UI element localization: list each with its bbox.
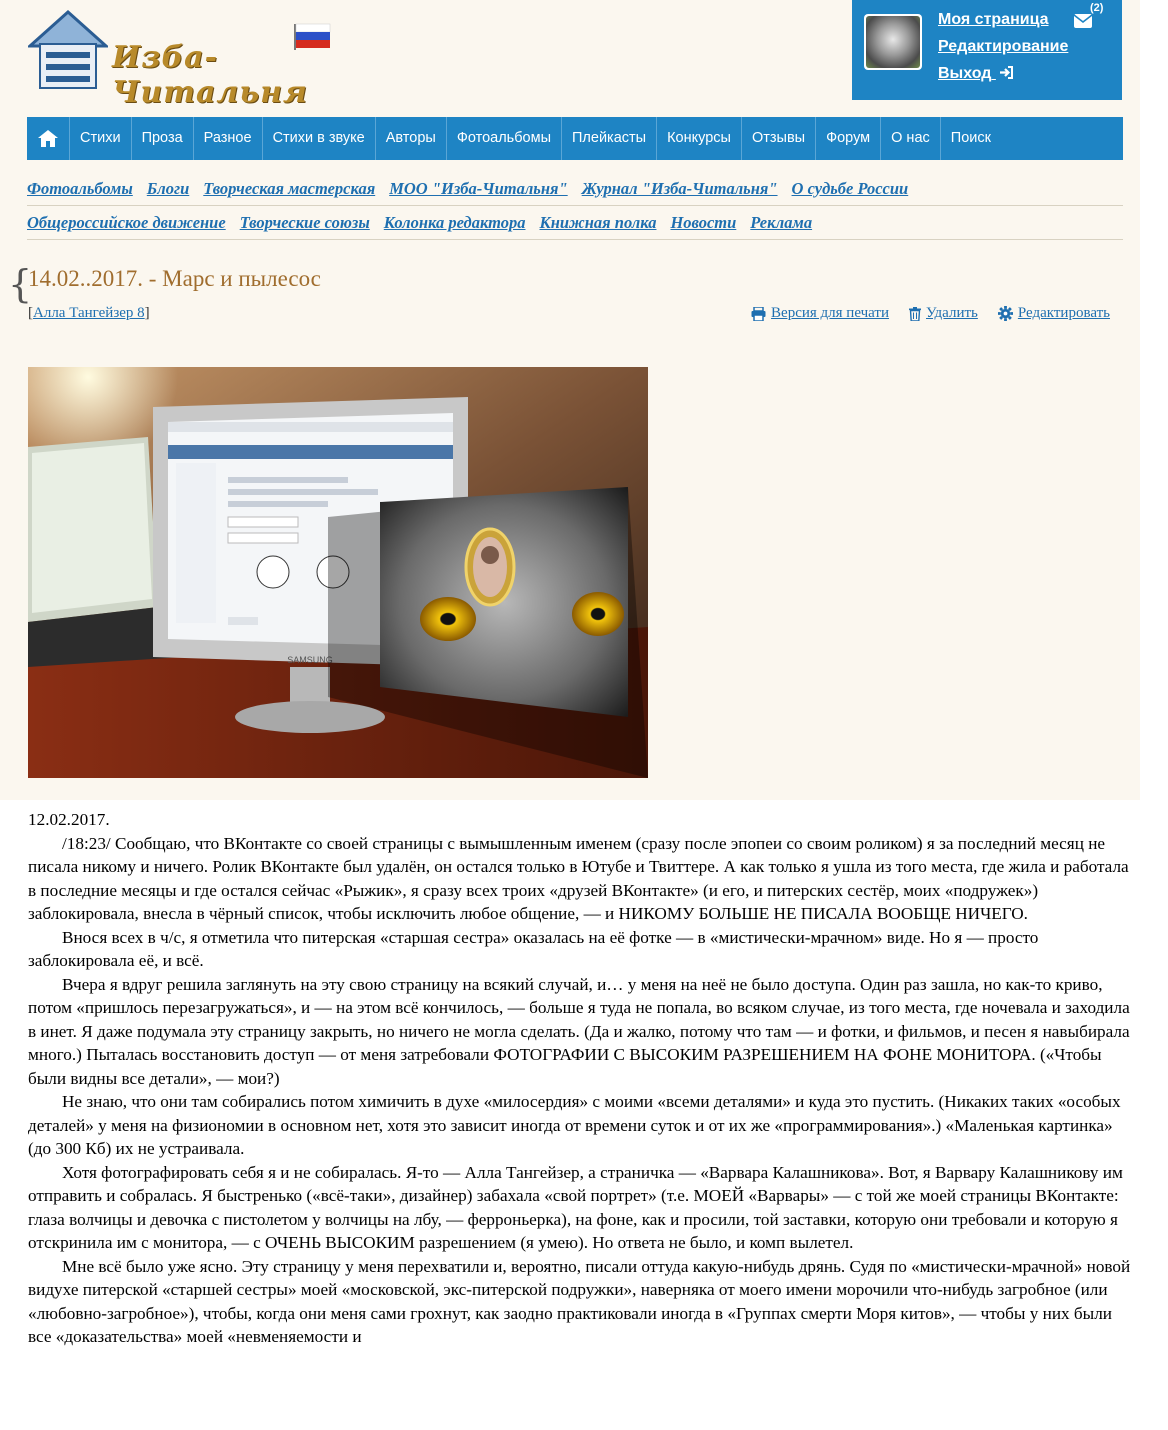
print-version-label: Версия для печати (771, 305, 890, 321)
title-brace: { (8, 262, 33, 306)
house-logo-icon (28, 10, 108, 90)
nav-item-poems[interactable]: Стихи (70, 117, 132, 160)
post-image (28, 367, 648, 778)
logout-link[interactable] (938, 65, 1013, 83)
sub-link-movement[interactable]: Общероссийское движение (27, 212, 226, 232)
author-close-bracket: ] (144, 305, 150, 321)
printer-icon (751, 307, 766, 321)
logout-label: Выход (938, 65, 992, 82)
envelope-icon[interactable] (1074, 14, 1092, 28)
sub-link-workshop[interactable]: Творческая мастерская (203, 178, 376, 198)
nav-item-audio-poems[interactable]: Стихи в звуке (263, 117, 376, 160)
author-open-bracket: [ (28, 305, 33, 321)
sub-link-moo[interactable]: МОО "Изба-Читальня" (389, 178, 568, 198)
mail-count-badge: (2) (1090, 2, 1104, 14)
main-nav (27, 117, 1123, 160)
edit-profile-link[interactable]: Редактирование (938, 38, 1069, 55)
nav-item-playcasts[interactable]: Плейкасты (562, 117, 657, 160)
article-paragraph: Вчера я вдруг решила заглянуть на эту свою страницу на всякий случай, и… у меня на неё не было доступа. Один раз зашла, но как-то криво, потом «пришлось перезагружаться», и — на этом всё кончилось, — больше я туда не попала, во всяком случае, из того места, где ночевала и заходила в инет. Я даже подумала эту страницу закрыть, но ничего не могла сделать. (Да и жалко, потому что там — и фотки, и фильмов, и песен я навыбирала много.) Пыталась восстановить доступ — от меня затребовали ФОТОГРАФИИ С ВЫСОКИМ РАЗРЕШЕНИЕМ НА ФОНЕ МОНИТОРА. («Чтобы были видны все детали», — мои?) (28, 974, 1130, 1088)
sub-link-photo-albums[interactable]: Фотоальбомы (27, 178, 133, 198)
sub-link-editor-column[interactable]: Колонка редактора (383, 212, 526, 232)
sub-nav-row-1 (27, 172, 1123, 206)
nav-item-about[interactable]: О нас (881, 117, 941, 160)
nav-home[interactable] (27, 117, 70, 160)
delete-link[interactable] (909, 305, 978, 322)
russia-flag-icon (292, 22, 332, 50)
sub-link-blogs[interactable]: Блоги (146, 178, 190, 198)
gear-icon (998, 306, 1013, 321)
nav-item-search[interactable]: Поиск (950, 130, 991, 146)
article-paragraph: Не знаю, что они там собирались потом химичить в духе «милосердия» с моими «всеми деталями» и куда это пустить. (Никаких таких «особых деталей» у меня на физиономии в основном нет, хотя это зависит иногда от времени суток и от их же «программирования».) «Маленькая картинка» (до 300 Кб) их не устраивала. (28, 1092, 1121, 1158)
sub-link-russia-fate[interactable]: О судьбе России (791, 178, 909, 198)
sub-link-bookshelf[interactable]: Книжная полка (539, 212, 657, 232)
nav-item-reviews[interactable]: Отзывы (742, 117, 816, 160)
logout-icon (999, 66, 1013, 79)
home-icon (38, 130, 58, 147)
logo-text: Изба-Читальня (112, 40, 308, 110)
trash-icon (909, 307, 921, 321)
author-link[interactable]: Алла Тангейзер 8 (33, 305, 145, 321)
sub-link-journal[interactable]: Журнал "Изба-Читальня" (581, 178, 778, 198)
edit-post-label: Редактировать (1017, 305, 1110, 321)
delete-label: Удалить (926, 305, 978, 321)
avatar[interactable] (864, 14, 922, 70)
article-body (28, 808, 1138, 1349)
page-title: 14.02..2017. - Марс и пылесос (28, 266, 321, 291)
sub-nav-row-2 (27, 206, 1123, 240)
monitor-brand-label: SAMSUNG (287, 655, 333, 665)
nav-item-forum[interactable]: Форум (816, 117, 881, 160)
article-paragraph: Хотя фотографировать себя я и не собиралась. Я-то — Алла Тангейзер, а страничка — «Варвара Калашникова». Вот, я Варвару Калашникову им отправить и собралась. Я быстренько («всё-таки», дизайнер) забахала «свой портрет» (т.е. МОЕЙ «Варвары» — с той же моей страницы ВКонтакте: глаза волчицы и девочка с пистолетом у волчицы на лбу, — ферроньерка), на фоне, как и просили, той заставки, которую они требовали и которую я отскринила им с монитора, — с ОЧЕНЬ ВЫСОКИМ разрешением (я умею). Но ответа не было, и комп вылетел. (28, 1162, 1123, 1252)
nav-item-photo-albums[interactable]: Фотоальбомы (447, 117, 562, 160)
print-version-link[interactable] (751, 305, 889, 322)
nav-item-contests[interactable]: Конкурсы (657, 117, 742, 160)
sub-link-unions[interactable]: Творческие союзы (239, 212, 370, 232)
nav-item-authors[interactable]: Авторы (376, 117, 447, 160)
nav-item-misc[interactable]: Разное (194, 117, 263, 160)
user-panel (852, 0, 1122, 100)
article-date: 12.02.2017. (28, 810, 110, 829)
edit-post-link[interactable] (998, 305, 1110, 322)
sub-link-news[interactable]: Новости (670, 212, 737, 232)
article-paragraph: Внося всех в ч/с, я отметила что питерская «старшая сестра» оказалась на её фотке — в «мистически-мрачном» виде. Но я — просто заблокировала её, и всё. (28, 927, 1039, 970)
my-page-link[interactable]: Моя страница (938, 11, 1049, 28)
site-logo[interactable] (28, 10, 338, 110)
article-paragraph: Мне всё было уже ясно. Эту страницу у меня перехватили и, вероятно, писали оттуда какую-нибудь дрянь. Судя по «мистически-мрачной» новой видухе питерской «старшей сестры» моей «московской, экс-питерской подружки», наверняка от моего имени морочили что-нибудь загробное (или «любовно-загробное»), чтобы, когда они меня сами грохнут, как заодно практиковали иногда в «Группах смерти Моря китов», — чтобы у них были все «доказательства» моей «невменяемости и (28, 1256, 1131, 1346)
sub-link-ads[interactable]: Реклама (750, 212, 813, 232)
article-paragraph: /18:23/ Сообщаю, что ВКонтакте со своей страницы с вымышленным именем (сразу после эпопеи со своим роликом) я за последний месяц не писала никому и ничего. Ролик ВКонтакте был удалён, он остался только в Ютубе и Твиттере. А как только я ушла из того места, где жила и работала в последние месяцы и где остался сейчас «Рыжик», я сразу всех троих «друзей ВКонтакте» (и его, и питерских сестёр, моих «подружек») заблокировала, внесла в чёрный список, чтобы исключить любое общение, — и НИКОМУ БОЛЬШЕ НЕ ПИСАЛА ВООБЩЕ НИЧЕГО. (28, 833, 1129, 923)
post-actions (751, 305, 1110, 322)
author-line (28, 305, 150, 322)
nav-item-prose[interactable]: Проза (132, 117, 194, 160)
